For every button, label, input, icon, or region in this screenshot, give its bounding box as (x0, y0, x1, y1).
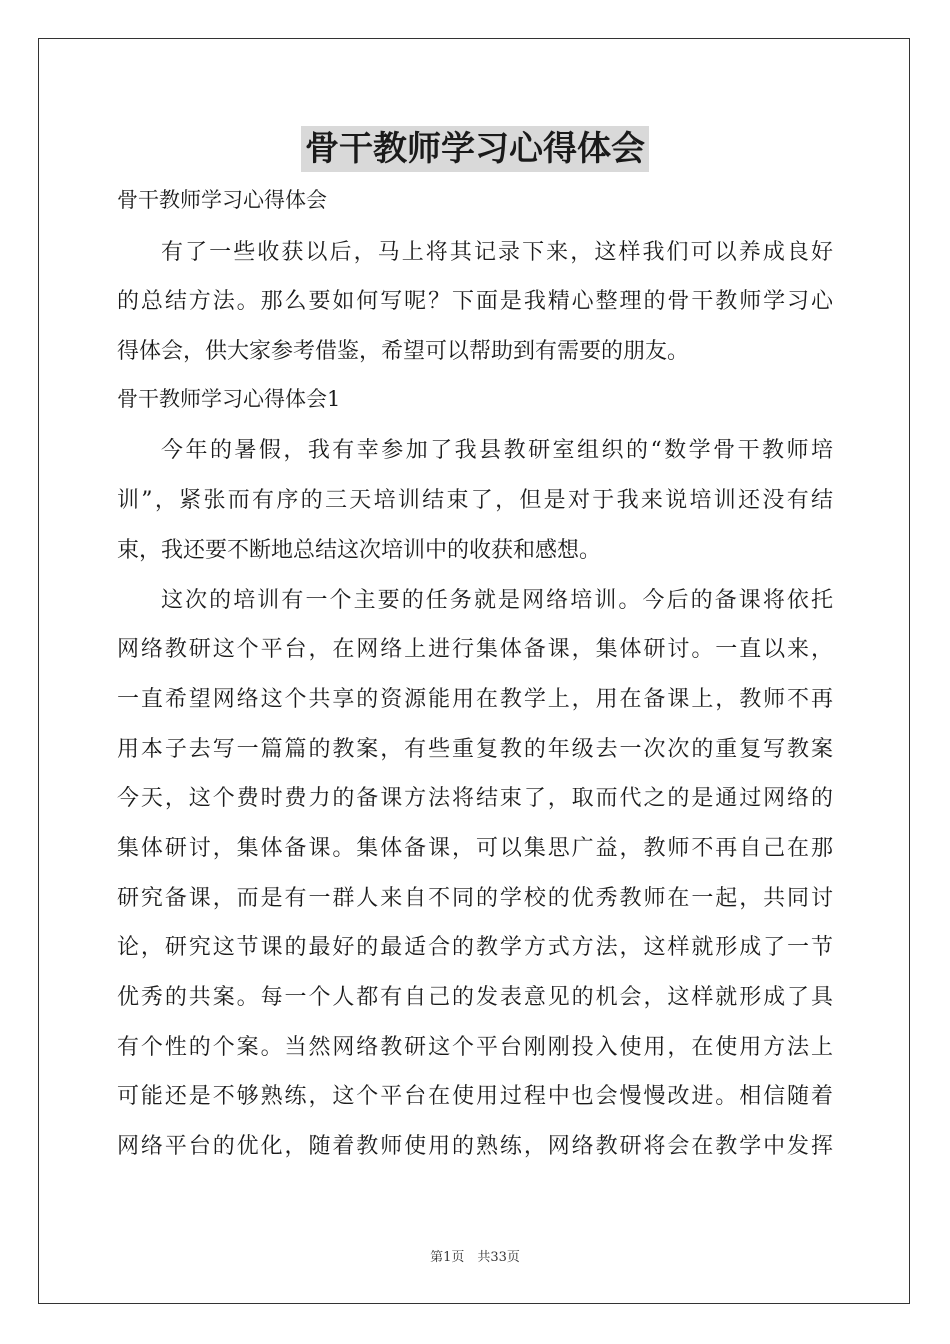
paragraph2-line: 一直希望网络这个共享的资源能用在教学上，用在备课上，教师不再 (117, 686, 833, 712)
paragraph2-line: 优秀的共案。每一个人都有自己的发表意见的机会，这样就形成了具 (117, 985, 833, 1010)
document-body (117, 178, 833, 1172)
paragraph2-line: 网络平台的优化，随着教师使用的熟练，网络教研将会在教学中发挥 (117, 1134, 833, 1160)
intro-line: 的总结方法。那么要如何写呢？下面是我精心整理的骨干教师学习心 (117, 289, 833, 315)
paragraph2-line: 今天，这个费时费力的备课方法将结束了，取而代之的是通过网络的 (117, 786, 833, 812)
paragraph1-line: 训”，紧张而有序的三天培训结束了，但是对于我来说培训还没有结 (117, 488, 833, 514)
paragraph2-line: 论，研究这节课的最好的最适合的教学方式方法，这样就形成了一节 (117, 935, 833, 961)
paragraph2-line: 可能还是不够熟练，这个平台在使用过程中也会慢慢改进。相信随着 (117, 1084, 833, 1110)
intro-line: 得体会，供大家参考借鉴，希望可以帮助到有需要的朋友。 (117, 339, 690, 365)
page-footer: 第1页 共33页 (430, 1250, 520, 1265)
intro-line: 有了一些收获以后，马上将其记录下来，这样我们可以养成良好 (161, 239, 833, 265)
title-wrap (0, 126, 950, 172)
paragraph1-line: 束，我还要不断地总结这次培训中的收获和感想。 (117, 537, 602, 563)
document-title: 骨干教师学习心得体会 (301, 126, 649, 172)
paragraph2-line: 用本子去写一篇篇的教案，有些重复教的年级去一次次的重复写教案 (117, 736, 833, 762)
paragraph2-line: 这次的培训有一个主要的任务就是网络培训。今后的备课将依托 (161, 587, 833, 613)
paragraph2-line: 集体研讨，集体备课。集体备课，可以集思广益，教师不再自己在那 (117, 835, 833, 861)
paragraph2-line: 网络教研这个平台，在网络上进行集体备课，集体研讨。一直以来， (117, 637, 833, 663)
paragraph2-line: 有个性的个案。当然网络教研这个平台刚刚投入使用，在使用方法上 (117, 1034, 833, 1060)
paragraph1-line: 今年的暑假，我有幸参加了我县教研室组织的“数学骨干教师培 (161, 438, 833, 464)
section-heading: 骨干教师学习心得体会1 (117, 386, 341, 411)
paragraph2-line: 研究备课，而是有一群人来自不同的学校的优秀教师在一起，共同讨 (117, 885, 833, 911)
document-subtitle: 骨干教师学习心得体会 (117, 188, 327, 212)
